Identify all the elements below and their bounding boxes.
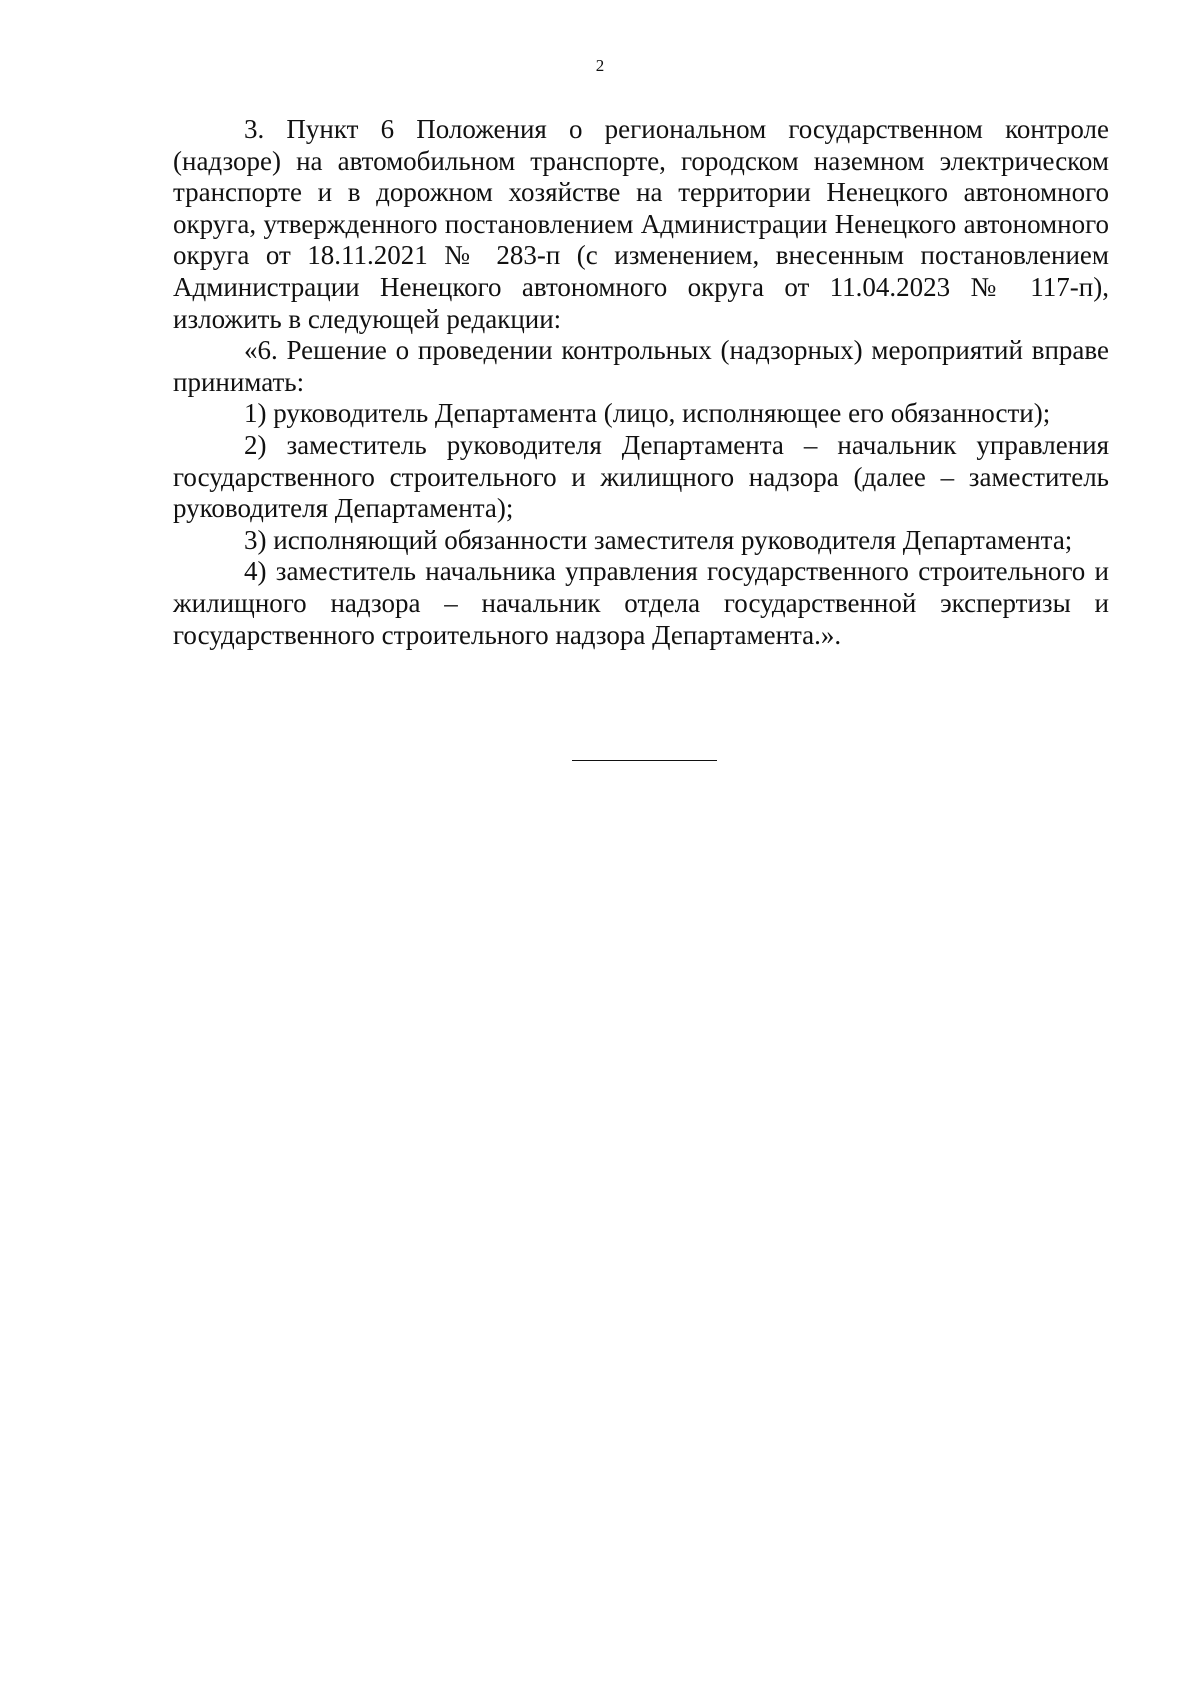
paragraph-amendment-3: 3. Пункт 6 Положения о региональном государственном контроле (надзоре) на автомобильном транспорте, городском наземном электрическом транспорте и в дорожном хозяйстве на территории Ненецкого автономного округа, утвержденного постановлением Администрации Ненецкого автономного округа от 18.11.2021 № 283-п (с изменением, внесенным постановлением Администрации Ненецкого автономного округа от 11.04.2023 № 117-п), изложить в следующей редакции: xyxy=(173,114,1109,334)
list-item-3: 3) исполняющий обязанности заместителя руководителя Департамента; xyxy=(244,524,1073,555)
document-body xyxy=(173,114,1109,651)
list-item-1: 1) руководитель Департамента (лицо, исполняющее его обязанности); xyxy=(244,398,1051,429)
list-item-2: 2) заместитель руководителя Департамента – начальник управления государственного строительного и жилищного надзора (далее – заместитель руководителя Департамента); xyxy=(173,429,1109,524)
page-number: 2 xyxy=(595,56,605,75)
list-item-4: 4) заместитель начальника управления государственного строительного и жилищного надзора – начальник отдела государственной экспертизы и государственного строительного надзора Департамента.». xyxy=(173,556,1109,650)
end-separator-line xyxy=(572,760,717,761)
paragraph-clause-6: «6. Решение о проведении контрольных (надзорных) мероприятий вправе принимать: xyxy=(173,335,1109,397)
